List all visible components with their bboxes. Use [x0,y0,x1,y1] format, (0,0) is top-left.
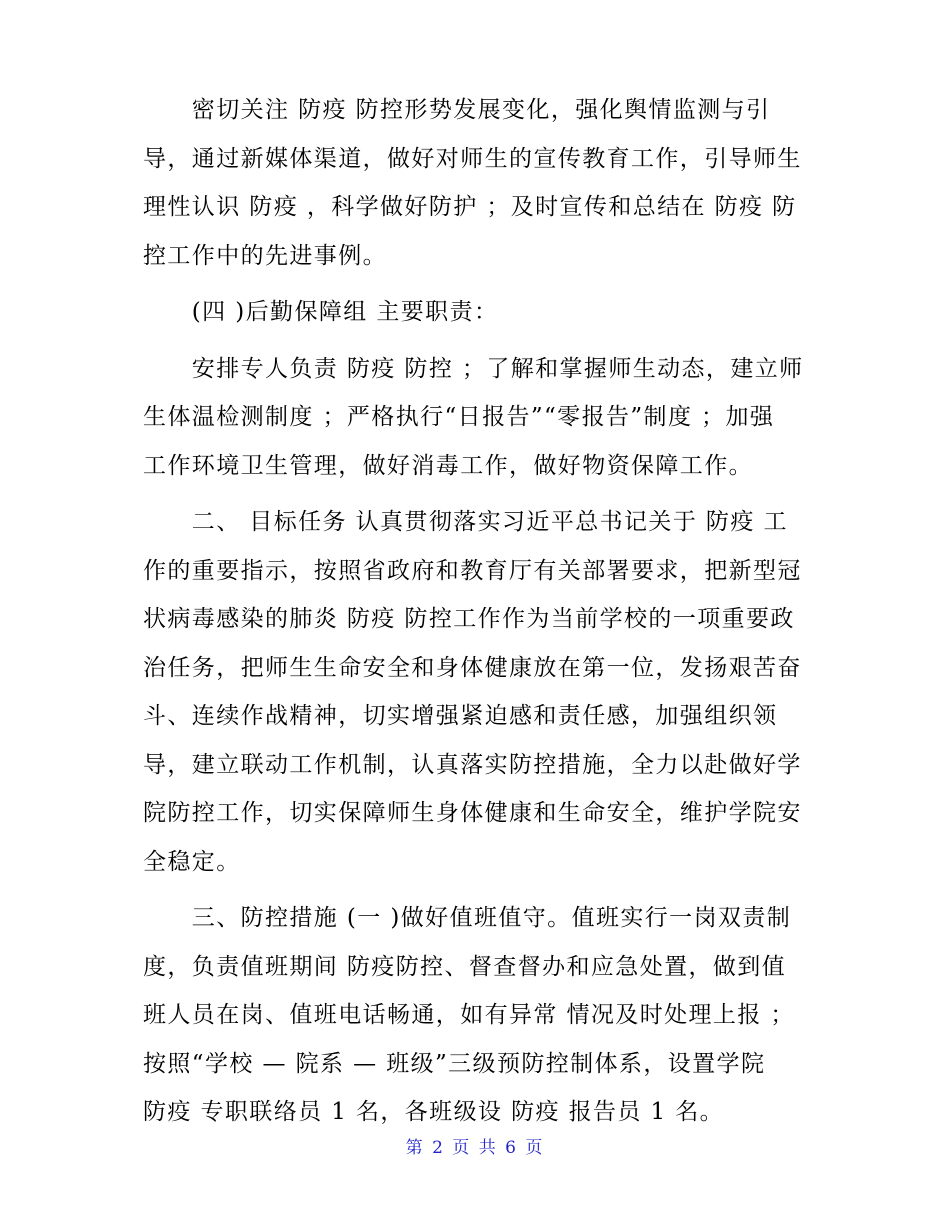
text-line: 二、 目标任务 认真贯彻落实习近平总书记关于 防疫 工 [143,509,788,535]
text-line: 控工作中的先进事例。 [143,242,387,269]
section-heading: (四 )后勤保障组 主要职责： [143,299,499,325]
text-line: 导，建立联动工作机制，认真落实防控措施，全力以赴做好学 [143,751,802,778]
text-line: 导，通过新媒体渠道，做好对师生的宣传教育工作，引导师生 [143,145,802,172]
body-text [143,86,813,1145]
paragraph-logistics-heading [143,288,813,337]
text-line: 斗、连续作战精神，切实增强紧迫感和责任感，加强组织领 [143,703,778,729]
paragraph-logistics-duties [143,345,813,491]
text-line: 治任务，把师生生命安全和身体健康放在第一位，发扬艰苦奋 [143,654,802,681]
paragraph-objectives [143,498,813,886]
text-line: 全稳定。 [143,848,241,875]
text-line: 安排专人负责 防疫 防控 ；了解和掌握师生动态，建立师 [143,355,804,382]
text-line: 院防控工作，切实保障师生身体健康和生命安全，维护学院安 [143,800,802,826]
text-line: 理性认识 防疫 ，科学做好防护 ；及时宣传和总结在 防疫 防 [143,194,797,220]
text-line: 工作环境卫生管理，做好消毒工作，做好物资保障工作。 [143,452,753,479]
text-line: 度，负责值班期间 防疫防控、督查督办和应急处置，做到值 [143,953,787,980]
page-number-footer: 第 2 页 共 6 页 [405,1138,545,1158]
text-line: 按照“学校 — 院系 — 班级”三级预防控制体系，设置学院 [143,1050,766,1077]
text-line: 生体温检测制度 ；严格执行“日报告”“零报告”制度 ；加强 [143,404,775,430]
text-line: 防疫 专职联络员 1 名，各班级设 防疫 报告员 1 名。 [143,1099,725,1125]
text-line: 作的重要指示，按照省政府和教育厅有关部署要求，把新型冠 [143,557,802,584]
text-line: 密切关注 防疫 防控形势发展变化，强化舆情监测与引 [143,97,771,123]
paragraph-publicity [143,86,813,280]
text-line: 状病毒感染的肺炎 防疫 防控工作作为当前学校的一项重要政 [143,606,795,632]
text-line: 班人员在岗、值班电话畅通，如有异常 情况及时处理上报 ； [143,1002,795,1028]
paragraph-measures [143,894,813,1137]
text-line: 三、防控措施 (一 )做好值班值守。值班实行一岗双责制 [143,905,792,931]
